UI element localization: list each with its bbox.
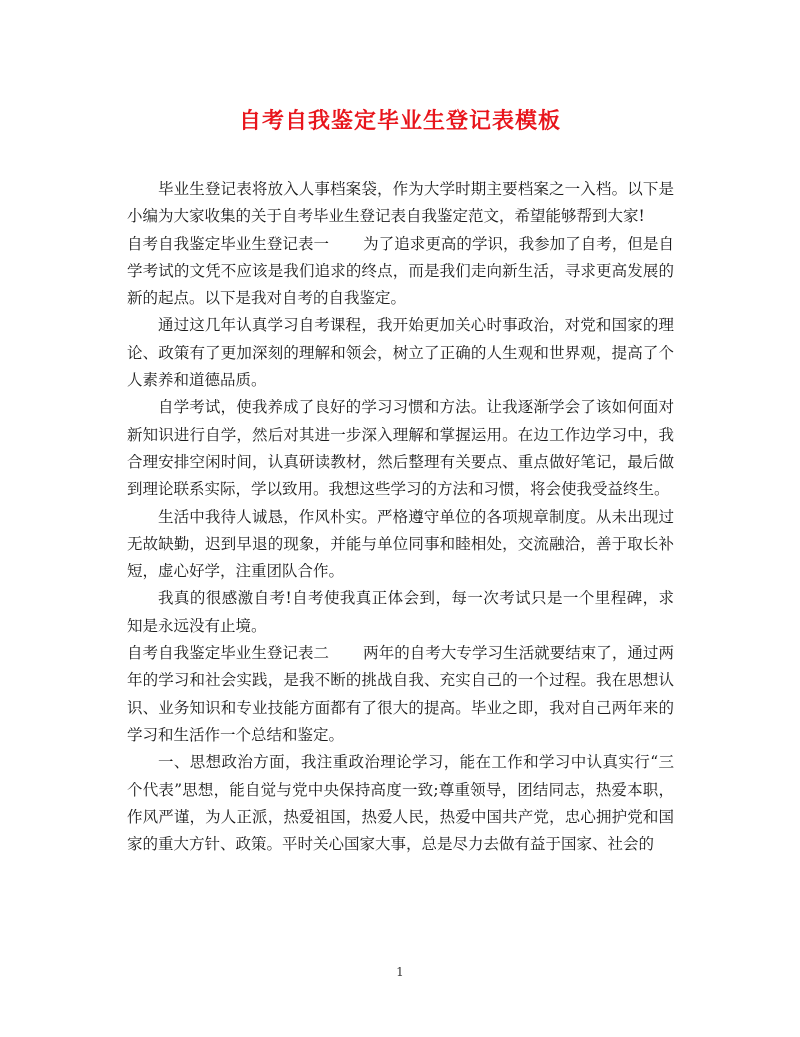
paragraph-text: 一、思想政治方面，我注重政治理论学习，能在工作和学习中认真实行“三个代表”思想，能自觉与党中央保持高度一致;尊重领导，团结同志，热爱本职，作风严谨，为人正派，热爱祖国，热爱人民，热爱中国共产党，忠心拥护党和国家的重大方针、政策。平时关心国家大事，总是尽力去做有益于国家、社会的 xyxy=(127,753,674,854)
paragraph-text: 两年的自考大专学习生活就要结束了，通过两年的学习和社会实践，是我不断的挑战自我、充实自己的一个过程。我在思想认识、业务知识和专业技能方面都有了很大的提高。毕业之即，我对自己两年来的学习和生活作一个总结和鉴定。 xyxy=(127,644,674,744)
document-body xyxy=(127,176,674,858)
paragraph-politics xyxy=(127,312,674,394)
paragraph-section-two xyxy=(127,640,674,749)
document-title: 自考自我鉴定毕业生登记表模板 xyxy=(238,108,561,134)
paragraph-text: 生活中我待人诚恳，作风朴实。严格遵守单位的各项规章制度。从未出现过无故缺勤，迟到早退的现象，并能与单位同事和睦相处，交流融洽，善于取长补短，虚心好学，注重团队合作。 xyxy=(127,507,674,581)
section-heading-one: 自考自我鉴定毕业生登记表一 xyxy=(127,234,330,253)
paragraph-thought-politics xyxy=(127,749,674,858)
paragraph-life xyxy=(127,504,674,586)
paragraph-text: 毕业生登记表将放入人事档案袋，作为大学时期主要档案之一入档。以下是小编为大家收集的关于自考毕业生登记表自我鉴定范文，希望能够帮到大家! xyxy=(127,180,674,226)
paragraph-text: 为了追求更高的学识，我参加了自考，但是自学考试的文凭不应该是我们追求的终点，而是我们走向新生活，寻求更高发展的新的起点。以下是我对自考的自我鉴定。 xyxy=(127,234,674,308)
paragraph-study-habits xyxy=(127,394,674,503)
paragraph-intro xyxy=(127,176,674,231)
paragraph-section-one xyxy=(127,231,674,313)
paragraph-text: 自学考试，使我养成了良好的学习习惯和方法。让我逐渐学会了该如何面对新知识进行自学，然后对其进一步深入理解和掌握运用。在边工作边学习中，我合理安排空闲时间，认真研读教材，然后整理有关要点、重点做好笔记，最后做到理论联系实际，学以致用。我想这些学习的方法和习惯，将会使我受益终生。 xyxy=(127,398,674,499)
paragraph-text: 通过这几年认真学习自考课程，我开始更加关心时事政治，对党和国家的理论、政策有了更加深刻的理解和领会，树立了正确的人生观和世界观，提高了个人素养和道德品质。 xyxy=(127,316,674,390)
paragraph-text: 我真的很感激自考!自考使我真正体会到，每一次考试只是一个里程碑，求知是永远没有止境。 xyxy=(127,589,674,635)
section-heading-two: 自考自我鉴定毕业生登记表二 xyxy=(127,644,330,663)
page-number: 1 xyxy=(396,965,404,979)
paragraph-gratitude xyxy=(127,585,674,640)
